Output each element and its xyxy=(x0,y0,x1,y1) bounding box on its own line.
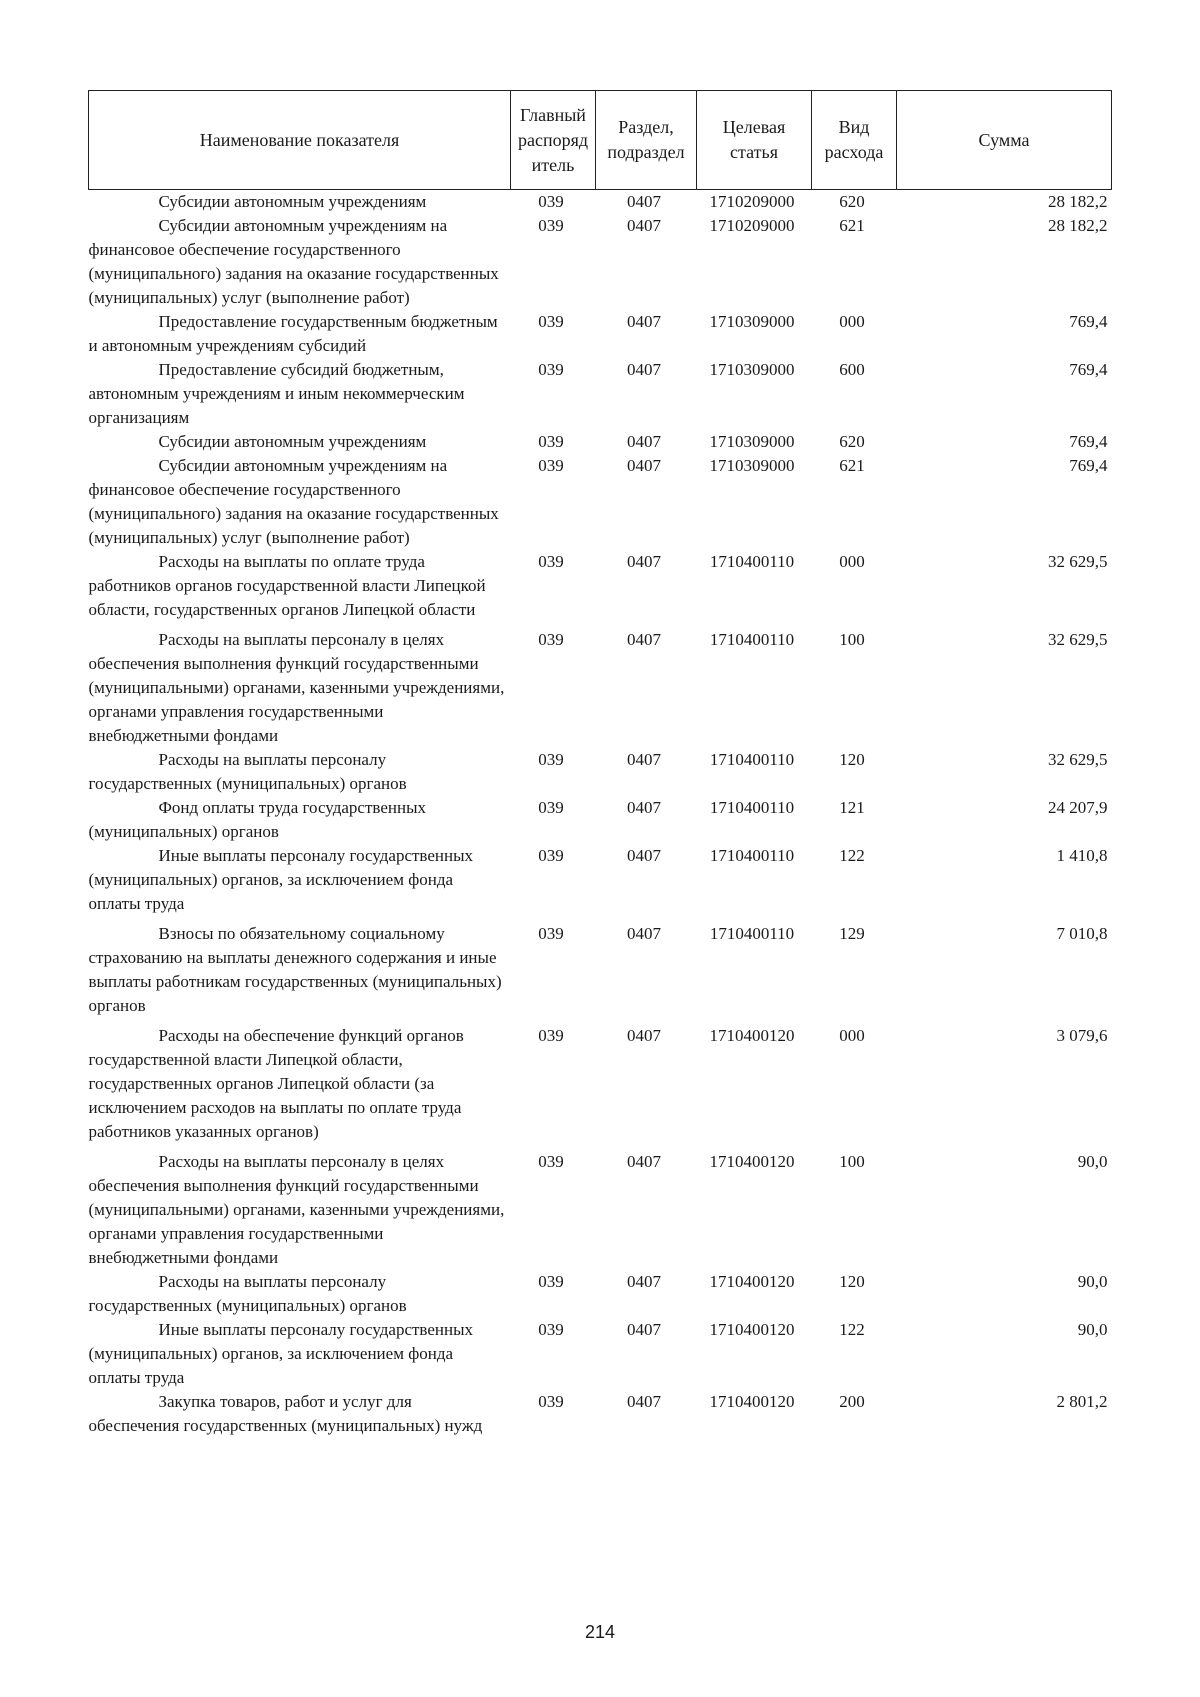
table-row xyxy=(89,550,1112,622)
table-row xyxy=(89,1390,1112,1438)
cell-admin: 039 xyxy=(538,750,564,769)
cell-name-text: Расходы на выплаты по оплате труда работников органов государственной власти Липецкой области, государственных органов Липецкой области xyxy=(88,552,486,619)
cell-section: 0407 xyxy=(627,552,661,571)
cell-admin: 039 xyxy=(538,1026,564,1045)
cell-target: 1710400110 xyxy=(709,630,795,649)
cell-type: 600 xyxy=(839,360,865,379)
cell-section: 0407 xyxy=(627,1272,661,1291)
header-name: Наименование показателя xyxy=(89,91,511,190)
cell-name-text: Расходы на выплаты персоналу в целях обеспечения выполнения функций государственными (муниципальными) органами, казенными учреждениями, органами управления государственными внебюджетными фондами xyxy=(88,630,505,745)
cell-type: 000 xyxy=(839,552,865,571)
cell-target: 1710400120 xyxy=(709,1320,795,1339)
cell-section: 0407 xyxy=(627,846,661,865)
cell-target: 1710400110 xyxy=(709,798,795,817)
table-header-row xyxy=(89,91,1112,190)
cell-target: 1710400110 xyxy=(709,552,795,571)
cell-name xyxy=(89,214,511,310)
cell-name-text: Расходы на выплаты персоналу в целях обеспечения выполнения функций государственными (муниципальными) органами, казенными учреждениями, органами управления государственными внебюджетными фондами xyxy=(88,1152,505,1267)
cell-name-text: Расходы на выплаты персоналу государственных (муниципальных) органов xyxy=(88,1272,407,1315)
cell-name-text: Фонд оплаты труда государственных (муниципальных) органов xyxy=(88,798,426,841)
cell-section: 0407 xyxy=(627,1026,661,1045)
cell-admin: 039 xyxy=(538,846,564,865)
table-body xyxy=(89,190,1112,1439)
cell-admin: 039 xyxy=(538,798,564,817)
cell-name xyxy=(89,1318,511,1390)
header-target: Целевая статья xyxy=(697,91,812,190)
budget-table xyxy=(88,90,1112,1438)
cell-sum: 32 629,5 xyxy=(1048,552,1108,571)
cell-target: 1710400110 xyxy=(709,750,795,769)
header-type: Вид расхода xyxy=(812,91,897,190)
header-section: Раздел, подраздел xyxy=(596,91,697,190)
cell-name xyxy=(89,430,511,454)
cell-name xyxy=(89,310,511,358)
cell-type: 200 xyxy=(839,1392,865,1411)
cell-name xyxy=(89,844,511,916)
cell-sum: 90,0 xyxy=(1077,1152,1108,1171)
cell-name-text: Закупка товаров, работ и услуг для обеспечения государственных (муниципальных) нужд xyxy=(88,1392,483,1435)
cell-sum: 3 079,6 xyxy=(1056,1026,1108,1045)
table-row xyxy=(89,844,1112,916)
cell-type: 621 xyxy=(839,456,865,475)
cell-section: 0407 xyxy=(627,192,661,211)
cell-section: 0407 xyxy=(627,630,661,649)
cell-name xyxy=(89,550,511,622)
cell-sum: 32 629,5 xyxy=(1048,630,1108,649)
cell-sum: 32 629,5 xyxy=(1048,750,1108,769)
cell-section: 0407 xyxy=(627,798,661,817)
cell-type: 100 xyxy=(839,1152,865,1171)
cell-name xyxy=(89,916,511,1018)
cell-name-text: Взносы по обязательному социальному страхованию на выплаты денежного содержания и иные выплаты работникам государственных (муниципальных) органов xyxy=(88,924,502,1015)
cell-section: 0407 xyxy=(627,1320,661,1339)
table-row xyxy=(89,916,1112,1018)
table-row xyxy=(89,190,1112,215)
cell-type: 620 xyxy=(839,192,865,211)
cell-name-text: Субсидии автономным учреждениям xyxy=(158,192,427,211)
header-sum: Сумма xyxy=(897,91,1112,190)
cell-name xyxy=(89,454,511,550)
cell-section: 0407 xyxy=(627,216,661,235)
cell-admin: 039 xyxy=(538,312,564,331)
cell-type: 120 xyxy=(839,750,865,769)
header-admin: Главный распоряд итель xyxy=(511,91,596,190)
cell-section: 0407 xyxy=(627,360,661,379)
cell-target: 1710400120 xyxy=(709,1392,795,1411)
cell-admin: 039 xyxy=(538,552,564,571)
table-row xyxy=(89,1144,1112,1270)
cell-target: 1710400120 xyxy=(709,1026,795,1045)
cell-admin: 039 xyxy=(538,1272,564,1291)
cell-admin: 039 xyxy=(538,1392,564,1411)
cell-name xyxy=(89,1390,511,1438)
cell-admin: 039 xyxy=(538,1320,564,1339)
cell-name-text: Субсидии автономным учреждениям на финансовое обеспечение государственного (муниципального) задания на оказание государственных (муниципальных) услуг (выполнение работ) xyxy=(88,456,499,547)
table-row xyxy=(89,748,1112,796)
cell-sum: 7 010,8 xyxy=(1056,924,1108,943)
cell-name-text: Предоставление субсидий бюджетным, автономным учреждениям и иным некоммерческим организациям xyxy=(88,360,465,427)
cell-target: 1710309000 xyxy=(709,456,795,475)
table-row xyxy=(89,430,1112,454)
cell-target: 1710309000 xyxy=(709,360,795,379)
cell-type: 121 xyxy=(839,798,865,817)
cell-sum: 769,4 xyxy=(1069,432,1108,451)
cell-admin: 039 xyxy=(538,456,564,475)
cell-name-text: Расходы на обеспечение функций органов государственной власти Липецкой области, государственных органов Липецкой области (за исключением расходов на выплаты по оплате труда работников указанных органов) xyxy=(88,1026,464,1141)
cell-section: 0407 xyxy=(627,1392,661,1411)
cell-section: 0407 xyxy=(627,750,661,769)
cell-name xyxy=(89,1018,511,1144)
cell-name-text: Иные выплаты персоналу государственных (муниципальных) органов, за исключением фонда оплаты труда xyxy=(88,846,474,913)
cell-name xyxy=(89,748,511,796)
cell-sum: 28 182,2 xyxy=(1048,216,1108,235)
table-row xyxy=(89,310,1112,358)
cell-sum: 28 182,2 xyxy=(1048,192,1108,211)
cell-target: 1710209000 xyxy=(709,192,795,211)
cell-admin: 039 xyxy=(538,630,564,649)
table-row xyxy=(89,622,1112,748)
table-row xyxy=(89,358,1112,430)
cell-name xyxy=(89,190,511,215)
cell-section: 0407 xyxy=(627,432,661,451)
cell-name xyxy=(89,1144,511,1270)
cell-type: 129 xyxy=(839,924,865,943)
cell-sum: 769,4 xyxy=(1069,456,1108,475)
cell-name-text: Предоставление государственным бюджетным и автономным учреждениям субсидий xyxy=(88,312,498,355)
cell-sum: 24 207,9 xyxy=(1048,798,1108,817)
cell-type: 122 xyxy=(839,846,865,865)
cell-type: 000 xyxy=(839,1026,865,1045)
cell-sum: 90,0 xyxy=(1077,1272,1108,1291)
table-row xyxy=(89,796,1112,844)
cell-sum: 1 410,8 xyxy=(1056,846,1108,865)
cell-target: 1710400120 xyxy=(709,1272,795,1291)
cell-admin: 039 xyxy=(538,360,564,379)
cell-sum: 769,4 xyxy=(1069,312,1108,331)
cell-target: 1710400120 xyxy=(709,1152,795,1171)
cell-sum: 90,0 xyxy=(1077,1320,1108,1339)
cell-admin: 039 xyxy=(538,924,564,943)
table-row xyxy=(89,1018,1112,1144)
cell-type: 000 xyxy=(839,312,865,331)
cell-section: 0407 xyxy=(627,924,661,943)
cell-type: 620 xyxy=(839,432,865,451)
cell-target: 1710309000 xyxy=(709,432,795,451)
cell-name-text: Субсидии автономным учреждениям на финансовое обеспечение государственного (муниципального) задания на оказание государственных (муниципальных) услуг (выполнение работ) xyxy=(88,216,499,307)
cell-target: 1710400110 xyxy=(709,846,795,865)
cell-target: 1710400110 xyxy=(709,924,795,943)
cell-name xyxy=(89,796,511,844)
cell-admin: 039 xyxy=(538,216,564,235)
cell-target: 1710209000 xyxy=(709,216,795,235)
cell-target: 1710309000 xyxy=(709,312,795,331)
cell-name-text: Расходы на выплаты персоналу государственных (муниципальных) органов xyxy=(88,750,407,793)
cell-type: 120 xyxy=(839,1272,865,1291)
cell-name xyxy=(89,1270,511,1318)
cell-name-text: Субсидии автономным учреждениям xyxy=(158,432,427,451)
cell-sum: 2 801,2 xyxy=(1056,1392,1108,1411)
cell-name xyxy=(89,622,511,748)
cell-sum: 769,4 xyxy=(1069,360,1108,379)
cell-type: 621 xyxy=(839,216,865,235)
cell-name xyxy=(89,358,511,430)
table-row xyxy=(89,454,1112,550)
cell-section: 0407 xyxy=(627,1152,661,1171)
cell-section: 0407 xyxy=(627,456,661,475)
cell-admin: 039 xyxy=(538,432,564,451)
cell-admin: 039 xyxy=(538,192,564,211)
table-row xyxy=(89,1270,1112,1318)
page-number: 214 xyxy=(584,1622,616,1642)
cell-admin: 039 xyxy=(538,1152,564,1171)
cell-type: 100 xyxy=(839,630,865,649)
table-row xyxy=(89,214,1112,310)
cell-section: 0407 xyxy=(627,312,661,331)
table-row xyxy=(89,1318,1112,1390)
cell-type: 122 xyxy=(839,1320,865,1339)
cell-name-text: Иные выплаты персоналу государственных (муниципальных) органов, за исключением фонда оплаты труда xyxy=(88,1320,474,1387)
